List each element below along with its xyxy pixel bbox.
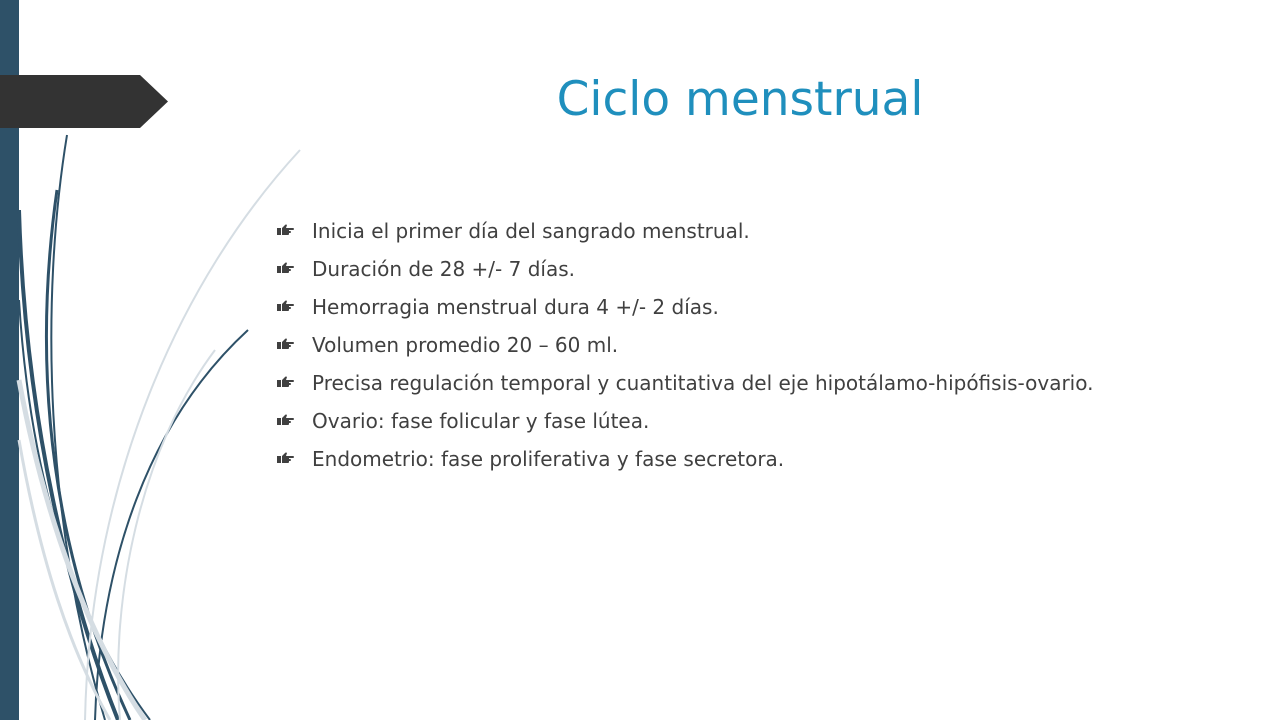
bullet-text: Ovario: fase folicular y fase lútea. xyxy=(312,409,650,433)
hand-point-right-icon xyxy=(276,452,294,466)
hand-point-right-icon xyxy=(276,338,294,352)
list-item xyxy=(270,446,1190,472)
list-item xyxy=(270,294,1190,320)
list-item xyxy=(270,332,1190,358)
hand-point-right-icon xyxy=(276,224,294,238)
bullet-text: Volumen promedio 20 – 60 ml. xyxy=(312,333,619,357)
slide-title: Ciclo menstrual xyxy=(556,72,924,127)
list-item xyxy=(270,408,1190,434)
hand-point-right-icon xyxy=(276,300,294,314)
bullet-text: Hemorragia menstrual dura 4 +/- 2 días. xyxy=(312,295,719,319)
title-tab-shape xyxy=(0,75,168,128)
hand-point-right-icon xyxy=(276,414,294,428)
list-item xyxy=(270,256,1190,282)
hand-point-right-icon xyxy=(276,376,294,390)
bullet-text: Duración de 28 +/- 7 días. xyxy=(312,257,575,281)
bullet-list xyxy=(270,218,1190,484)
bullet-text: Inicia el primer día del sangrado menstrual. xyxy=(312,219,750,243)
hand-point-right-icon xyxy=(276,262,294,276)
list-item xyxy=(270,218,1190,244)
bullet-text: Precisa regulación temporal y cuantitativa del eje hipotálamo-hipófisis-ovario. xyxy=(312,371,1094,395)
list-item xyxy=(270,370,1190,396)
bullet-text: Endometrio: fase proliferativa y fase secretora. xyxy=(312,447,785,471)
